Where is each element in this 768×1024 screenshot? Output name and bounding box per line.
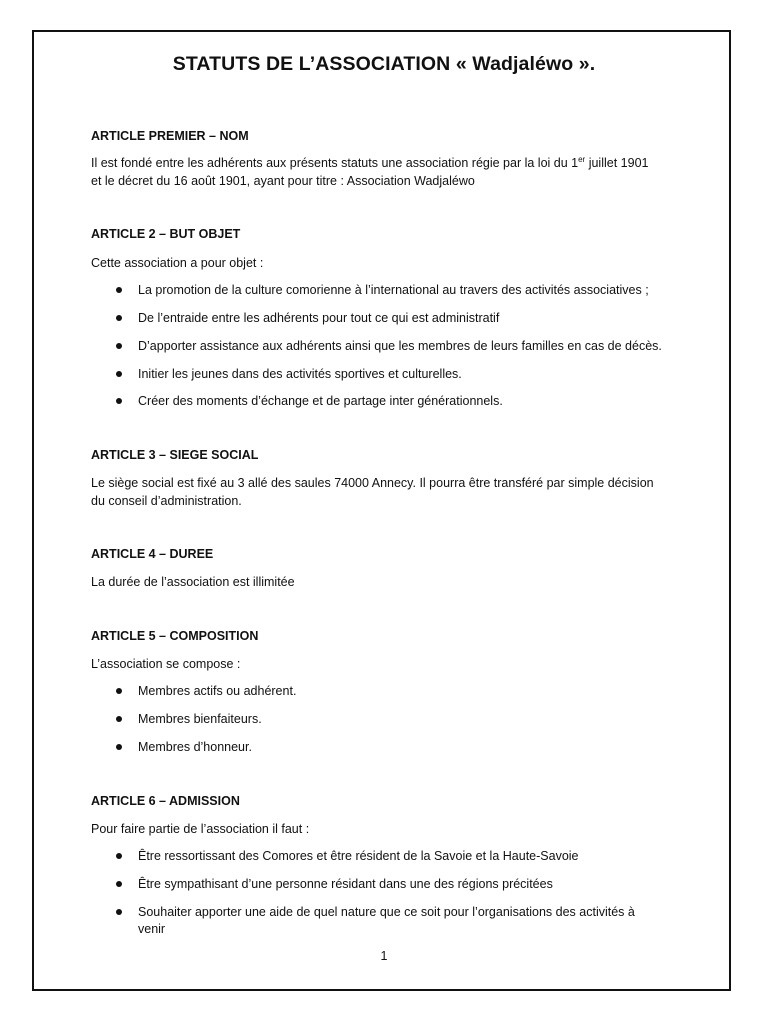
bullet-icon: [116, 688, 122, 694]
bullet-icon: [116, 744, 122, 750]
article-3-text: [91, 474, 691, 510]
article-2-item: De l’entraide entre les adhérents pour tout ce qui est administratif: [138, 311, 500, 325]
article-6-heading: ARTICLE 6 – ADMISSION: [91, 794, 240, 808]
article-2-item: Initier les jeunes dans des activités sportives et culturelles.: [138, 367, 462, 381]
article-1-heading: ARTICLE PREMIER – NOM: [91, 129, 249, 143]
article-3-line-2: du conseil d’administration.: [91, 494, 242, 508]
article-5-intro: L’association se compose :: [91, 657, 241, 671]
article-6-item: [138, 904, 698, 938]
article-1-superscript: er: [578, 154, 586, 164]
article-5-item: Membres bienfaiteurs.: [138, 712, 262, 726]
article-1-text: [91, 154, 691, 190]
bullet-icon: [116, 371, 122, 377]
bullet-icon: [116, 853, 122, 859]
bullet-icon: [116, 909, 122, 915]
bullet-icon: [116, 398, 122, 404]
bullet-icon: [116, 716, 122, 722]
article-1-text-part-a: Il est fondé entre les adhérents aux présents statuts une association régie par la loi du 1: [91, 156, 579, 170]
article-6-item-text: Souhaiter apporter une aide de quel nature que ce soit pour l’organisations des activités à: [138, 905, 635, 919]
article-4-text: La durée de l’association est illimitée: [91, 575, 295, 589]
article-2-item: La promotion de la culture comorienne à l’international au travers des activités associatives ;: [138, 283, 649, 297]
page-number: 1: [380, 949, 388, 963]
article-6-item: Être sympathisant d’une personne résidant dans une des régions précitées: [138, 877, 553, 891]
article-6-item: Être ressortissant des Comores et être résident de la Savoie et la Haute-Savoie: [138, 849, 579, 863]
bullet-icon: [116, 315, 122, 321]
article-5-item: Membres actifs ou adhérent.: [138, 684, 297, 698]
article-5-heading: ARTICLE 5 – COMPOSITION: [91, 629, 259, 643]
article-5-item: Membres d’honneur.: [138, 740, 252, 754]
article-1-text-part-c: et le décret du 16 août 1901, ayant pour titre : Association Wadjaléwo: [91, 174, 475, 188]
article-2-intro: Cette association a pour objet :: [91, 256, 264, 270]
article-6-intro: Pour faire partie de l’association il faut :: [91, 822, 310, 836]
bullet-icon: [116, 881, 122, 887]
bullet-icon: [116, 287, 122, 293]
article-3-line-1: Le siège social est fixé au 3 allé des saules 74000 Annecy. Il pourra être transféré par simple décision: [91, 476, 654, 490]
bullet-icon: [116, 343, 122, 349]
article-2-item: Créer des moments d’échange et de partage inter générationnels.: [138, 394, 503, 408]
article-1-text-part-b: juillet 1901: [585, 156, 649, 170]
article-4-heading: ARTICLE 4 – DUREE: [91, 547, 214, 561]
document-title: STATUTS DE L’ASSOCIATION « Wadjaléwo ».: [172, 53, 596, 75]
article-3-heading: ARTICLE 3 – SIEGE SOCIAL: [91, 448, 259, 462]
article-6-item-continuation: venir: [138, 922, 166, 936]
article-2-item: D’apporter assistance aux adhérents ainsi que les membres de leurs familles en cas de décès.: [138, 339, 662, 353]
article-2-heading: ARTICLE 2 – BUT OBJET: [91, 227, 241, 241]
